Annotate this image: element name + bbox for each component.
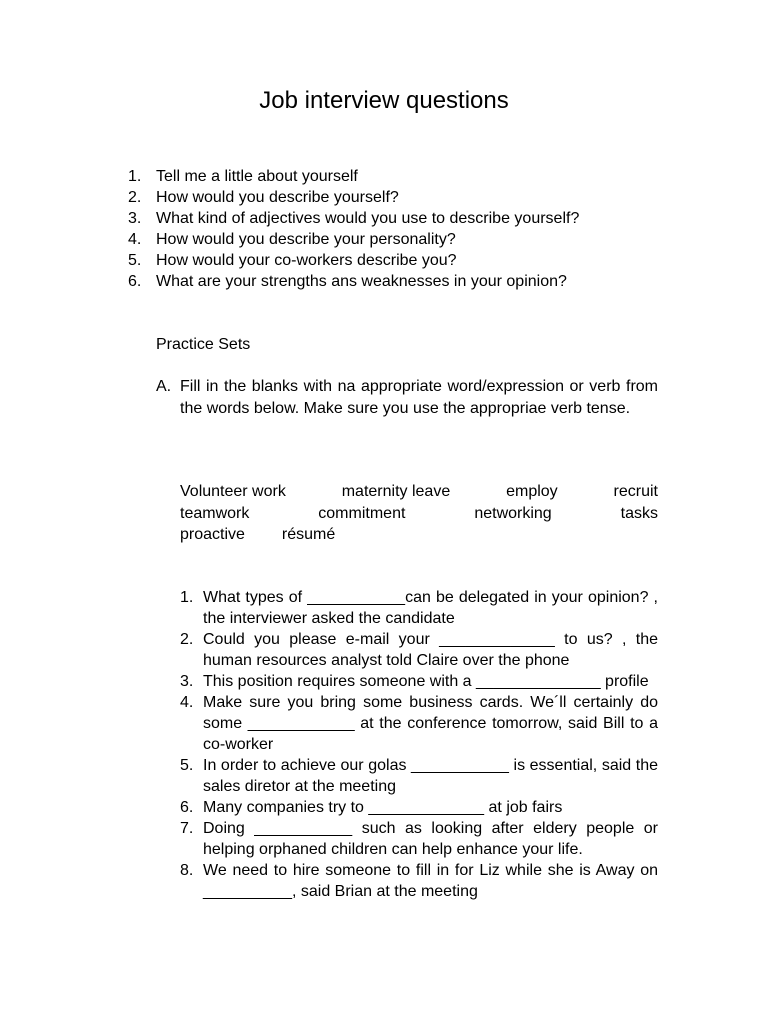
word-bank-item: recruit — [613, 483, 658, 500]
list-item — [128, 208, 688, 229]
list-item — [128, 229, 688, 250]
item-text: Could you please e-mail your _____________ to us? , the human resources analyst told Claire over the phone — [203, 631, 658, 669]
item-number: 6. — [128, 273, 142, 290]
word-bank-row — [180, 524, 658, 546]
list-item — [180, 755, 658, 797]
practice-sets-heading: Practice Sets — [156, 336, 251, 353]
page-title: Job interview questions — [259, 87, 509, 114]
word-bank — [180, 481, 658, 546]
list-item — [180, 692, 658, 755]
item-number: 2. — [180, 631, 194, 648]
item-text: How would you describe yourself? — [156, 189, 399, 206]
list-item — [128, 250, 688, 271]
instruction-letter: A. — [156, 378, 172, 395]
instruction-a — [156, 376, 658, 419]
list-item — [180, 587, 658, 629]
item-text: How would you describe your personality? — [156, 231, 456, 248]
word-bank-item: networking — [474, 504, 552, 522]
item-number: 5. — [128, 252, 142, 269]
list-item — [180, 818, 658, 860]
word-bank-item: teamwork — [180, 504, 250, 522]
item-number: 4. — [128, 231, 142, 248]
item-text: Tell me a little about yourself — [156, 168, 358, 185]
item-number: 6. — [180, 799, 194, 816]
item-text: How would your co-workers describe you? — [156, 252, 457, 269]
item-text: Many companies try to _____________ at job fairs — [203, 799, 563, 816]
item-text: Doing ___________ such as looking after eldery people or helping orphaned children can help enhance your life. — [203, 820, 658, 858]
word-bank-row — [180, 481, 658, 503]
item-text: This position requires someone with a ______________ profile — [203, 673, 649, 690]
word-bank-item: employ — [506, 483, 558, 500]
interview-questions-list — [128, 166, 688, 292]
list-item — [180, 629, 658, 671]
list-item — [180, 797, 658, 818]
item-number: 3. — [180, 673, 194, 690]
item-number: 2. — [128, 189, 142, 206]
item-text: What kind of adjectives would you use to describe yourself? — [156, 210, 580, 227]
instruction-text: Fill in the blanks with na appropriate word/expression or verb from the words below. Make sure you use the appropriae verb tense. — [180, 378, 658, 417]
list-item — [180, 860, 658, 902]
item-number: 3. — [128, 210, 142, 227]
item-text: What types of ___________can be delegated in your opinion? , the interviewer asked the candidate — [203, 589, 658, 627]
list-item — [128, 271, 688, 292]
word-bank-item: maternity leave — [341, 483, 451, 500]
item-number: 1. — [128, 168, 142, 185]
list-item — [128, 166, 688, 187]
item-text: We need to hire someone to fill in for Liz while she is Away on __________, said Brian at the meeting — [203, 862, 658, 900]
list-item — [128, 187, 688, 208]
word-bank-item: Volunteer work — [180, 483, 286, 500]
list-item — [180, 671, 658, 692]
word-bank-item: tasks — [620, 504, 658, 522]
word-bank-item: résumé — [281, 526, 336, 543]
exercise-list — [180, 587, 658, 902]
word-bank-row — [180, 503, 658, 525]
item-number: 4. — [180, 694, 194, 711]
word-bank-item: proactive — [180, 526, 245, 543]
item-number: 7. — [180, 820, 194, 837]
item-text: Make sure you bring some business cards. We´ll certainly do some ____________ at the conference tomorrow, said Bill to a co-worker — [203, 694, 658, 753]
word-bank-item: commitment — [318, 504, 406, 522]
item-number: 5. — [180, 757, 194, 774]
item-text: In order to achieve our golas ___________ is essential, said the sales diretor at the meeting — [203, 757, 658, 795]
item-number: 1. — [180, 589, 194, 606]
item-text: What are your strengths ans weaknesses in your opinion? — [156, 273, 567, 290]
item-number: 8. — [180, 862, 194, 879]
